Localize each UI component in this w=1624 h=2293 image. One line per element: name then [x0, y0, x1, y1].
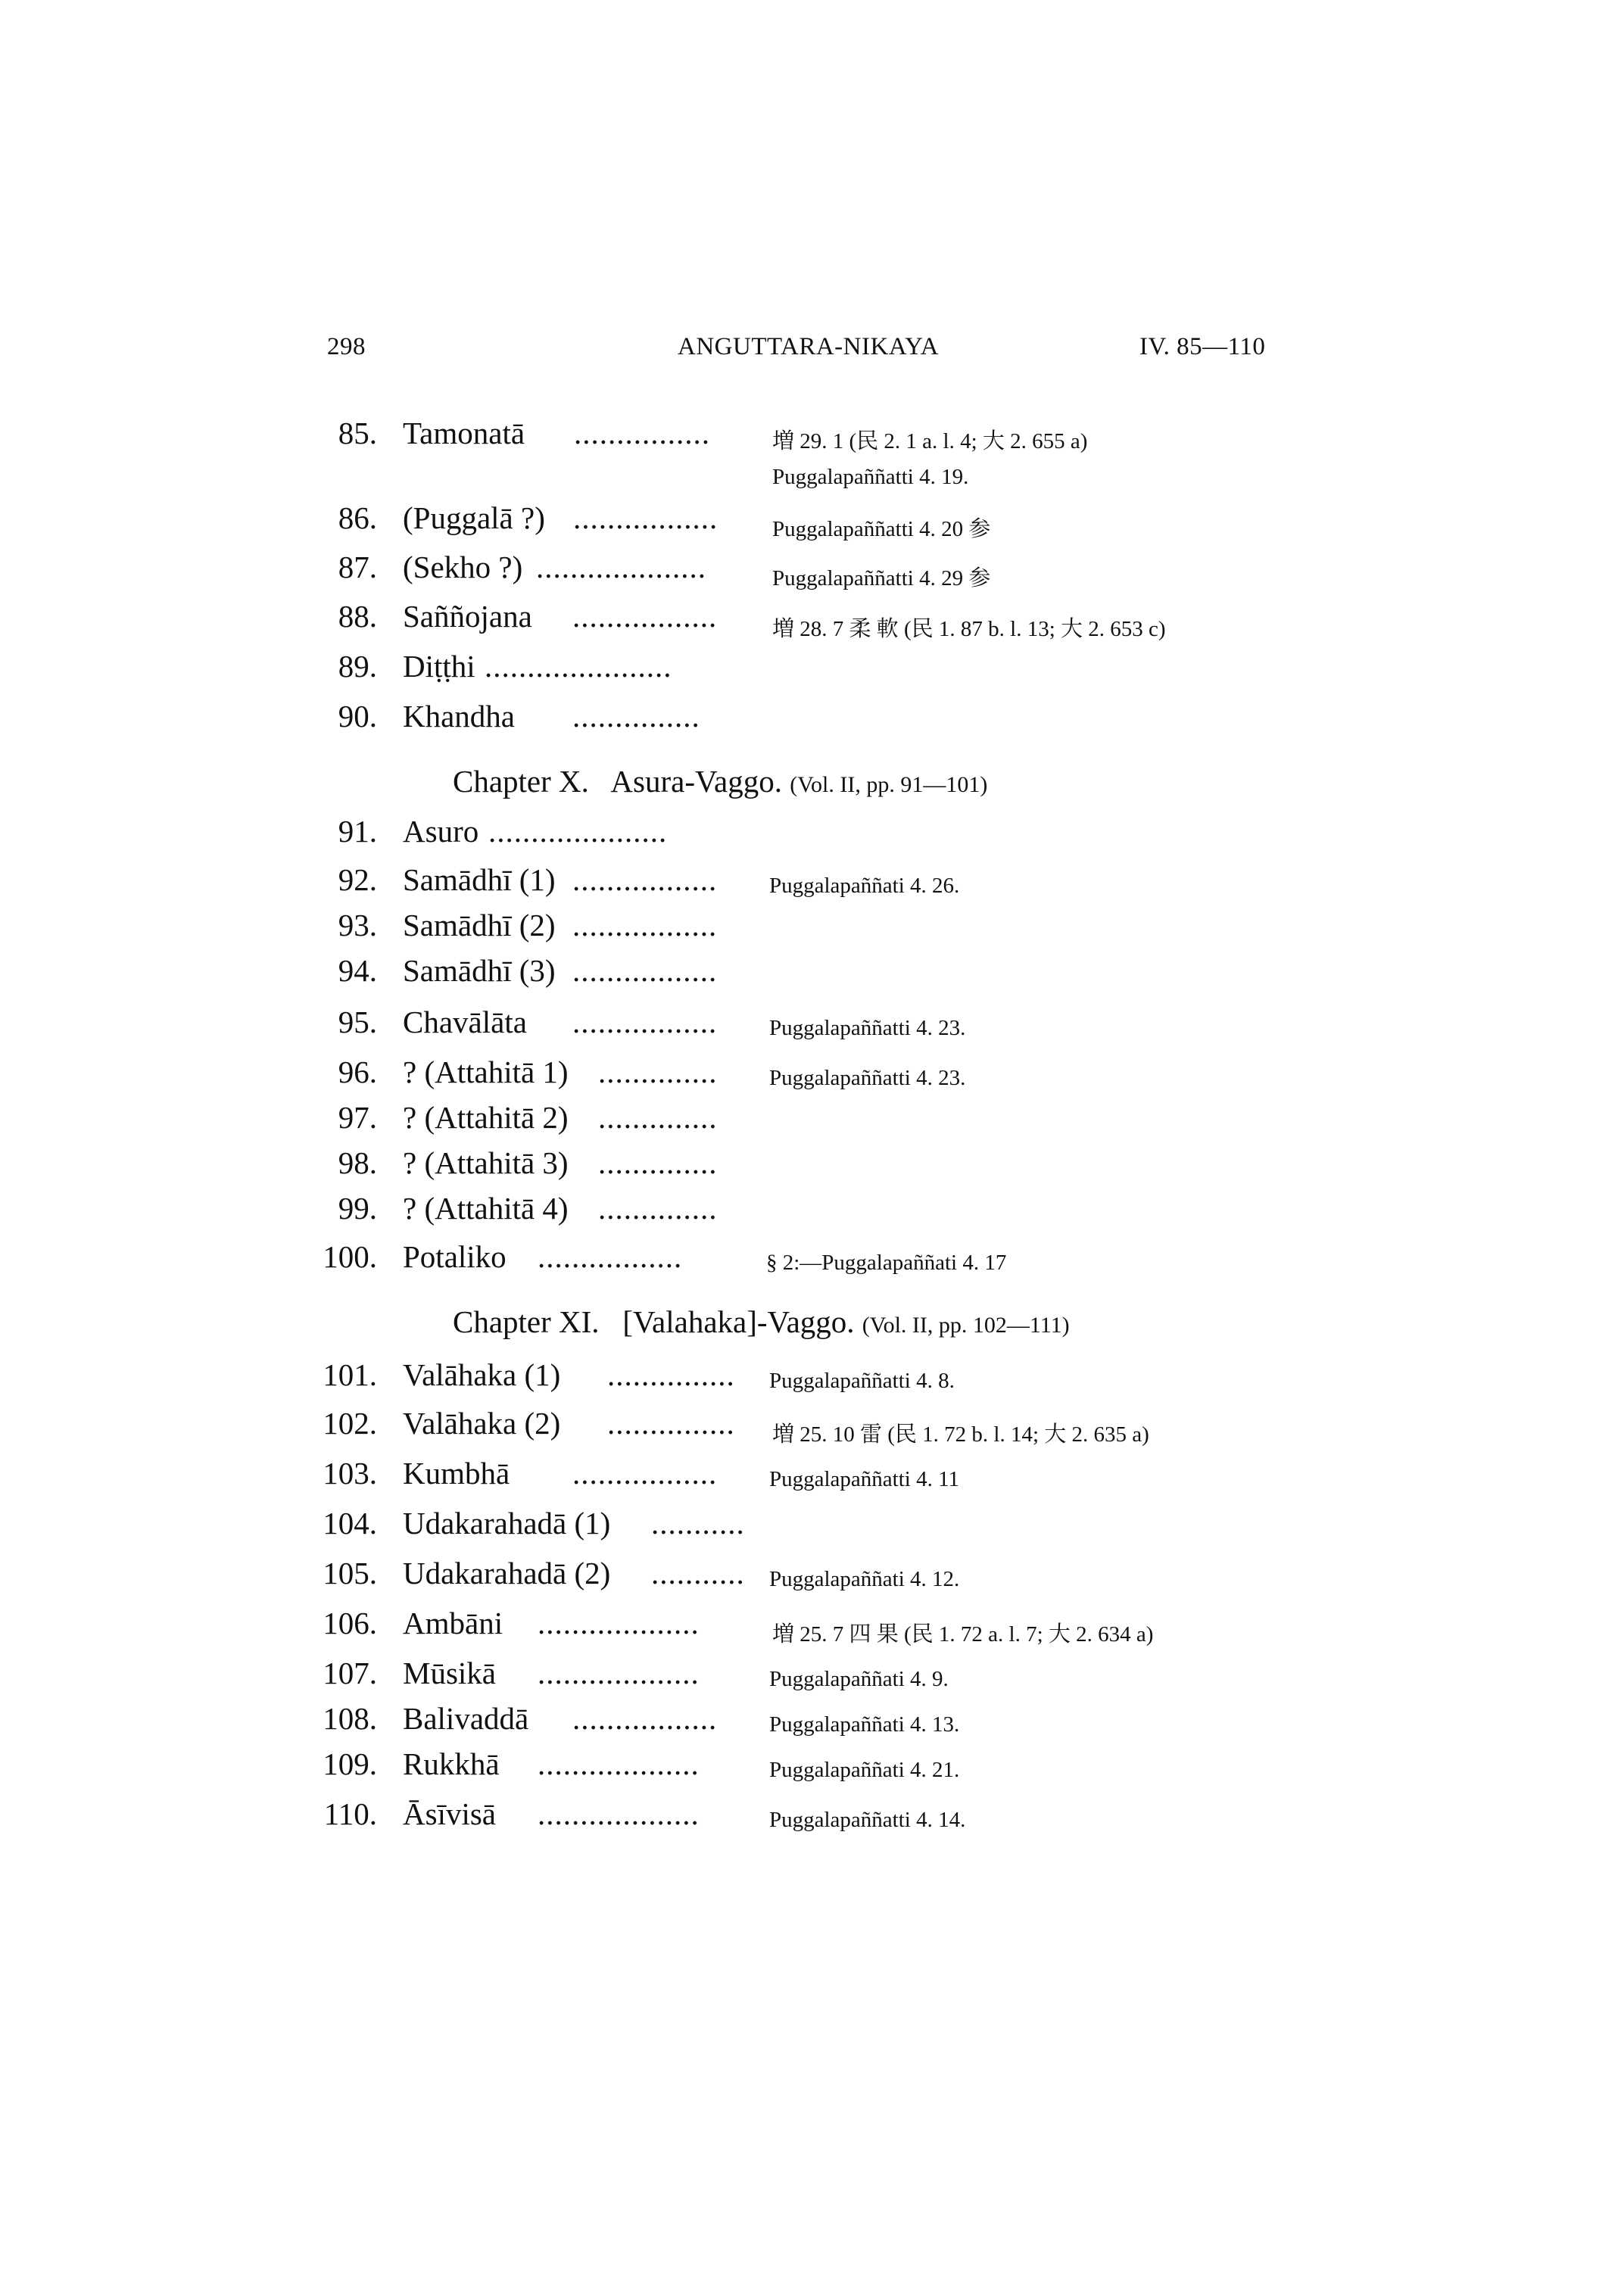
entry-title: Ambāni: [403, 1606, 503, 1640]
entry-number: 89.: [338, 649, 377, 684]
entry-title: Āsīvisā: [403, 1796, 496, 1831]
entry-title: Potaliko: [403, 1239, 507, 1274]
entry-title: (Sekho ?): [403, 550, 523, 584]
leader-dots: ...................: [538, 1606, 700, 1640]
chapter-volume: (Vol. II, pp. 102—111): [862, 1313, 1070, 1338]
entry-number: 104.: [323, 1506, 377, 1541]
entry-title: ? (Attahitā 3): [403, 1145, 569, 1180]
leader-dots: ...............: [607, 1357, 735, 1392]
chapter-volume: (Vol. II, pp. 91—101): [790, 772, 988, 797]
entry-reference: § 2:—Puggalapaññati 4. 17: [766, 1251, 1007, 1275]
entry-number: 92.: [338, 862, 377, 897]
page-number: 298: [327, 333, 366, 360]
entry-number: 93.: [338, 908, 377, 942]
entry-reference: Puggalapaññati 4. 21.: [769, 1758, 960, 1782]
chapter-name: Asura-Vaggo.: [610, 764, 782, 799]
entry-reference: Puggalapaññati 4. 9.: [769, 1667, 949, 1691]
leader-dots: ..............: [598, 1191, 718, 1226]
entry-title: ? (Attahitā 2): [403, 1100, 569, 1135]
entry-title: Diṭṭhi: [403, 649, 475, 684]
entry-number: 87.: [338, 550, 377, 584]
entry-title: Samādhī (2): [403, 908, 556, 942]
leader-dots: .................: [572, 953, 718, 988]
leader-dots: ..............: [598, 1100, 718, 1135]
entry-reference: Puggalapaññatti 4. 14.: [769, 1808, 966, 1832]
leader-dots: ...................: [538, 1746, 700, 1781]
entry-number: 99.: [338, 1191, 377, 1226]
entry-number: 101.: [323, 1357, 377, 1392]
leader-dots: .................: [573, 500, 718, 535]
entry-title: ? (Attahitā 1): [403, 1055, 569, 1089]
chapter-label: Chapter X.: [453, 764, 589, 799]
entry-number: 98.: [338, 1145, 377, 1180]
leader-dots: ...................: [538, 1796, 700, 1831]
chapter-name: [Valahaka]-Vaggo.: [622, 1304, 855, 1339]
entry-reference: Puggalapaññatti 4. 23.: [769, 1016, 966, 1040]
entry-title: Khandha: [403, 699, 516, 734]
leader-dots: ......................: [485, 649, 672, 684]
entry-title: Samādhī (1): [403, 862, 556, 897]
entry-number: 100.: [323, 1239, 377, 1274]
leader-dots: ...........: [651, 1556, 745, 1590]
entry-reference: Puggalapaññatti 4. 8.: [769, 1369, 955, 1393]
leader-dots: ....................: [536, 550, 706, 584]
chapter-heading: [453, 1304, 1070, 1340]
entry-title: Valāhaka (2): [403, 1406, 561, 1441]
running-title: ANGUTTARA-NIKAYA: [678, 333, 940, 360]
leader-dots: ...................: [538, 1656, 700, 1690]
entry-reference: Puggalapaññati 4. 13.: [769, 1712, 960, 1737]
leader-dots: .................: [572, 1701, 718, 1736]
entry-reference: Puggalapaññatti 4. 20 参: [772, 517, 991, 541]
entry-number: 108.: [323, 1701, 377, 1736]
entry-title: Mūsikā: [403, 1656, 496, 1690]
entry-number: 96.: [338, 1055, 377, 1089]
entry-title: Udakarahadā (1): [403, 1506, 611, 1541]
entry-title: Udakarahadā (2): [403, 1556, 611, 1590]
entry-reference: Puggalapaññatti 4. 29 参: [772, 566, 991, 590]
entry-number: 107.: [323, 1656, 377, 1690]
leader-dots: .................: [572, 1005, 718, 1039]
entry-number: 94.: [338, 953, 377, 988]
entry-number: 88.: [338, 599, 377, 634]
entry-reference: 増 25. 7 四 果 (民 1. 72 a. l. 7; 大 2. 634 a): [772, 1622, 1154, 1647]
leader-dots: ...............: [607, 1406, 735, 1441]
entry-title: Tamonatā: [403, 416, 525, 450]
entry-number: 106.: [323, 1606, 377, 1640]
leader-dots: ................: [574, 416, 710, 450]
leader-dots: ..............: [598, 1055, 718, 1089]
page-range: IV. 85—110: [1139, 333, 1266, 360]
entry-subreference: Puggalapaññatti 4. 19.: [772, 465, 969, 489]
leader-dots: .....................: [488, 814, 668, 849]
entry-number: 103.: [323, 1456, 377, 1491]
chapter-label: Chapter XI.: [453, 1304, 600, 1339]
entry-title: Chavālāta: [403, 1005, 527, 1039]
entry-number: 91.: [338, 814, 377, 849]
entry-title: (Puggalā ?): [403, 500, 545, 535]
entry-reference: 増 25. 10 雷 (民 1. 72 b. l. 14; 大 2. 635 a): [772, 1422, 1149, 1447]
entry-title: Samādhī (3): [403, 953, 556, 988]
entry-number: 90.: [338, 699, 377, 734]
entry-number: 105.: [323, 1556, 377, 1590]
entry-title: Rukkhā: [403, 1746, 500, 1781]
entry-title: Balivaddā: [403, 1701, 529, 1736]
leader-dots: .................: [538, 1239, 683, 1274]
entry-title: ? (Attahitā 4): [403, 1191, 569, 1226]
entry-title: Saññojana: [403, 599, 532, 634]
entry-title: Kumbhā: [403, 1456, 510, 1491]
entry-number: 86.: [338, 500, 377, 535]
entry-title: Valāhaka (1): [403, 1357, 561, 1392]
entry-number: 102.: [323, 1406, 377, 1441]
entry-number: 110.: [323, 1796, 377, 1831]
entry-title: Asuro: [403, 814, 479, 849]
entry-reference: Puggalapaññati 4. 12.: [769, 1567, 960, 1591]
entry-reference: Puggalapaññatti 4. 11: [769, 1467, 960, 1491]
entry-reference: Puggalapaññatti 4. 23.: [769, 1066, 966, 1090]
entry-number: 95.: [338, 1005, 377, 1039]
entry-reference: 増 28. 7 柔 軟 (民 1. 87 b. l. 13; 大 2. 653 c): [772, 617, 1166, 641]
leader-dots: ...........: [651, 1506, 745, 1541]
entry-reference: 増 29. 1 (民 2. 1 a. l. 4; 大 2. 655 a): [772, 429, 1088, 453]
entry-number: 85.: [338, 416, 377, 450]
entry-reference: Puggalapaññati 4. 26.: [769, 874, 960, 898]
leader-dots: .................: [572, 599, 718, 634]
leader-dots: ..............: [598, 1145, 718, 1180]
entry-number: 109.: [323, 1746, 377, 1781]
leader-dots: .................: [572, 908, 718, 942]
chapter-heading: [453, 763, 987, 799]
leader-dots: ...............: [572, 699, 700, 734]
entry-number: 97.: [338, 1100, 377, 1135]
leader-dots: .................: [572, 862, 718, 897]
leader-dots: .................: [572, 1456, 718, 1491]
